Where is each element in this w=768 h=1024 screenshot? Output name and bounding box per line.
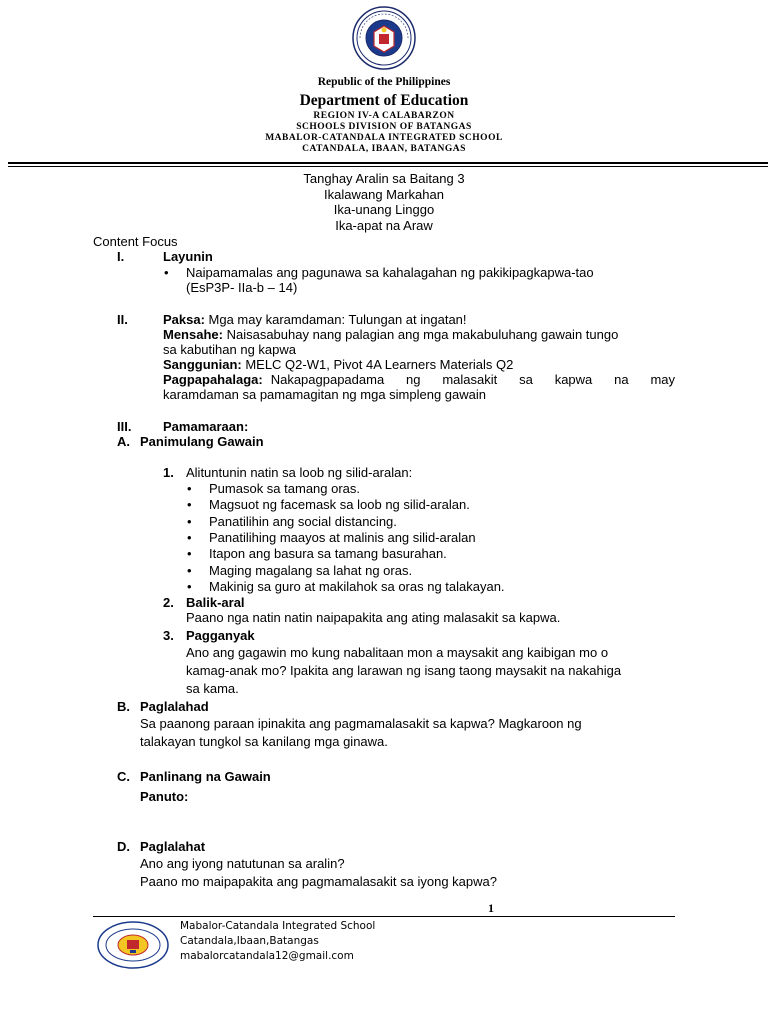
section-b-letter: B. [117, 699, 130, 714]
item-2-text: Paano nga natin natin naipapakita ang ating malasakit sa kapwa. [186, 610, 561, 625]
section-b-title: Paglalahad [140, 699, 209, 714]
pagpapahalaga-text: Nakapagpapadama ng malasakit sa kapwa na may [270, 372, 675, 387]
rule-item: • Panatilihin ang social distancing. [209, 514, 397, 529]
item-3-text-line1: Ano ang gagawin mo kung nabalitaan mon a maysakit ang kaibigan mo o [186, 645, 609, 660]
section-c-letter: C. [117, 769, 130, 784]
paksa-text: Mga may karamdaman: Tulungan at ingatan! [204, 312, 467, 327]
section-c-title: Panlinang na Gawain [140, 769, 271, 784]
pagpapahalaga-continuation: karamdaman sa pamamagitan ng mga simpleng gawain [163, 387, 487, 402]
paksa-line [163, 312, 467, 327]
sanggunian-line [163, 357, 513, 372]
section-2-number: II. [117, 312, 128, 327]
item-3-title: Pagganyak [186, 628, 255, 643]
section-d-line1: Ano ang iyong natutunan sa aralin? [140, 856, 345, 871]
panuto-label: Panuto: [140, 789, 189, 804]
paksa-label: Paksa: [163, 312, 205, 327]
section-3-title: Pamamaraan: [163, 419, 249, 434]
rule-item: • Magsuot ng facemask sa loob ng silid-aralan. [209, 497, 470, 512]
footer-rule [93, 916, 675, 917]
item-1-number: 1. [163, 465, 174, 480]
sanggunian-label: Sanggunian: [163, 357, 242, 372]
mensahe-label: Mensahe: [163, 327, 223, 342]
rule-item: • Makinig sa guro at makilahok sa oras ng talakayan. [209, 579, 505, 594]
region-line: REGION IV-A CALABARZON [313, 111, 455, 121]
section-3-number: III. [117, 419, 132, 434]
section-1-title: Layunin [163, 249, 213, 264]
school-line: MABALOR-CATANDALA INTEGRATED SCHOOL [265, 133, 503, 143]
deped-seal [352, 6, 416, 70]
lesson-plan-title: Tanghay Aralin sa Baitang 3 [303, 171, 465, 186]
footer-address: Catandala,Ibaan,Batangas [180, 935, 319, 947]
item-3-text-line2: kamag-anak mo? Ipakita ang larawan ng isang taong maysakit na nakahiga [186, 663, 622, 678]
item-1-text: Alituntunin natin sa loob ng silid-aralan: [186, 465, 413, 480]
pagpapahalaga-line [163, 372, 675, 387]
school-logo [97, 921, 169, 969]
rule-item: • Maging magalang sa lahat ng oras. [209, 563, 412, 578]
department-title: Department of Education [299, 92, 469, 109]
mensahe-continuation: sa kabutihan ng kapwa [163, 342, 296, 357]
day-line: Ika-apat na Araw [335, 218, 433, 233]
section-d-line2: Paano mo maipapakita ang pagmamalasakit sa iyong kapwa? [140, 874, 497, 889]
week-line: Ika-unang Linggo [333, 202, 435, 217]
item-3-text-line3: sa kama. [186, 681, 239, 696]
header-rule-thick [8, 162, 768, 164]
mensahe-line [163, 327, 618, 342]
section-d-letter: D. [117, 839, 130, 854]
footer-school-name: Mabalor-Catandala Integrated School [180, 920, 376, 932]
objective-code: (EsP3P- IIa-b – 14) [186, 280, 298, 295]
footer-email: mabalorcatandala12@gmail.com [180, 950, 354, 962]
rule-item: • Itapon ang basura sa tamang basurahan. [209, 546, 447, 561]
division-line: SCHOOLS DIVISION OF BATANGAS [296, 122, 472, 132]
content-focus-label: Content Focus [93, 234, 178, 249]
item-3-number: 3. [163, 628, 174, 643]
rule-item: • Pumasok sa tamang oras. [209, 481, 360, 496]
page-number: 1 [488, 901, 494, 915]
section-b-line2: talakayan tungkol sa kanilang mga ginawa. [140, 734, 388, 749]
section-1-number: I. [117, 249, 125, 264]
section-d-title: Paglalahat [140, 839, 206, 854]
quarter-line: Ikalawang Markahan [324, 187, 444, 202]
mensahe-text: Naisasabuhay nang palagian ang mga makabuluhang gawain tungo [222, 327, 619, 342]
item-2-number: 2. [163, 595, 174, 610]
sanggunian-text: MELC Q2-W1, Pivot 4A Learners Materials Q2 [241, 357, 514, 372]
header-rule-thin [8, 166, 768, 167]
pagpapahalaga-label: Pagpapahalaga: [163, 372, 263, 387]
objective-item: • Naipamamalas ang pagunawa sa kahalagahan ng pakikipagkapwa-tao [186, 265, 594, 280]
section-a-title: Panimulang Gawain [140, 434, 264, 449]
section-a-letter: A. [117, 434, 130, 449]
republic-line: Republic of the Philippines [317, 76, 451, 88]
rule-item: • Panatilihing maayos at malinis ang silid-aralan [209, 530, 476, 545]
address-line: CATANDALA, IBAAN, BATANGAS [302, 144, 466, 154]
item-2-title: Balik-aral [186, 595, 245, 610]
section-b-line1: Sa paanong paraan ipinakita ang pagmamalasakit sa kapwa? Magkaroon ng [140, 716, 582, 731]
